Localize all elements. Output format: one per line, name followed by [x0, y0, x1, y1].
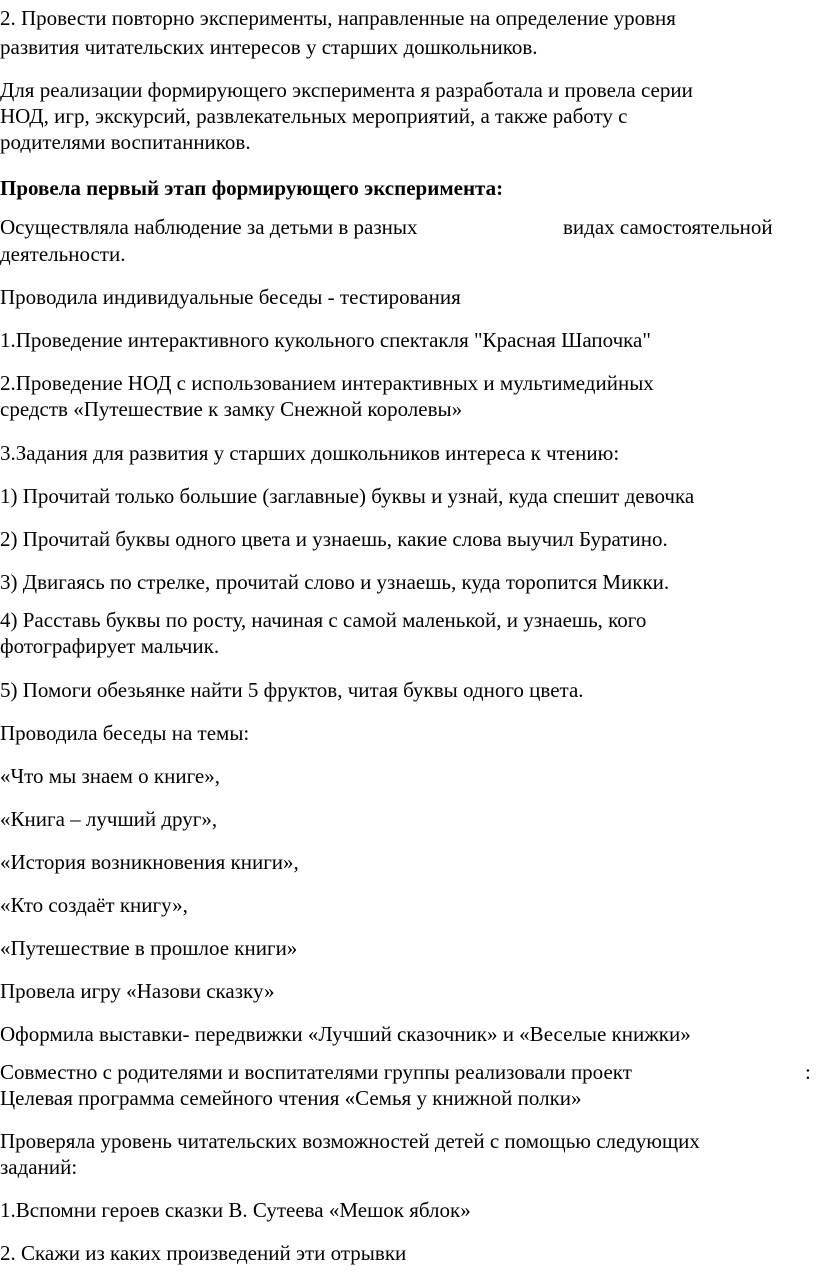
list-item: 1.Проведение интерактивного кукольного спектакля "Красная Шапочка" [0, 328, 651, 352]
paragraph-line: развития читательских интересов у старших дошкольников. [0, 35, 538, 59]
list-item: 2) Прочитай буквы одного цвета и узнаешь, какие слова выучил Буратино. [0, 527, 668, 551]
list-item: 1.Вспомни героев сказки В. Сутеева «Мешок яблок» [0, 1198, 471, 1222]
topic-item: «История возникновения книги», [0, 850, 299, 874]
paragraph-line: Проводила индивидуальные беседы - тестирования [0, 285, 461, 309]
paragraph-line: видах самостоятельной [563, 215, 773, 239]
list-item: средств «Путешествие к замку Снежной королевы» [0, 397, 463, 421]
paragraph-line: Совместно с родителями и воспитателями группы реализовали проект [0, 1060, 632, 1084]
paragraph-line: НОД, игр, экскурсий, развлекательных мероприятий, а также работу с [0, 104, 628, 128]
list-item: 3) Двигаясь по стрелке, прочитай слово и узнаешь, куда торопится Микки. [0, 570, 670, 594]
paragraph-line: заданий: [0, 1155, 78, 1179]
list-item: 5) Помоги обезьянке найти 5 фруктов, читая буквы одного цвета. [0, 678, 584, 702]
paragraph-line: Целевая программа семейного чтения «Семья у книжной полки» [0, 1086, 582, 1110]
paragraph-line: Проверяла уровень читательских возможностей детей с помощью следующих [0, 1129, 700, 1153]
list-item: фотографирует мальчик. [0, 634, 220, 658]
topic-item: «Что мы знаем о книге», [0, 764, 220, 788]
topic-item: «Кто создаёт книгу», [0, 893, 188, 917]
list-item: 3.Задания для развития у старших дошкольников интереса к чтению: [0, 441, 620, 465]
list-item: 2.Проведение НОД с использованием интерактивных и мультимедийных [0, 371, 654, 395]
paragraph-line: родителями воспитанников. [0, 130, 251, 154]
paragraph-line: Для реализации формирующего эксперимента я разработала и провела серии [0, 78, 693, 102]
section-heading: Провела первый этап формирующего эксперимента: [0, 176, 504, 200]
topic-item: «Путешествие в прошлое книги» [0, 936, 298, 960]
paragraph-line: Проводила беседы на темы: [0, 721, 250, 745]
paragraph-line: : [805, 1060, 811, 1084]
list-item: 1) Прочитай только большие (заглавные) буквы и узнай, куда спешит девочка [0, 484, 695, 508]
list-item: 2. Скажи из каких произведений эти отрывки [0, 1241, 407, 1265]
list-item: 4) Расставь буквы по росту, начиная с самой маленькой, и узнаешь, кого [0, 608, 647, 632]
paragraph-line: Провела игру «Назови сказку» [0, 979, 275, 1003]
paragraph-line: 2. Провести повторно эксперименты, направленные на определение уровня [0, 6, 676, 30]
paragraph-line: деятельности. [0, 242, 126, 266]
paragraph-line: Оформила выставки- передвижки «Лучший сказочник» и «Веселые книжки» [0, 1022, 691, 1046]
paragraph-line: Осуществляла наблюдение за детьми в разных [0, 215, 418, 239]
topic-item: «Книга – лучший друг», [0, 807, 218, 831]
